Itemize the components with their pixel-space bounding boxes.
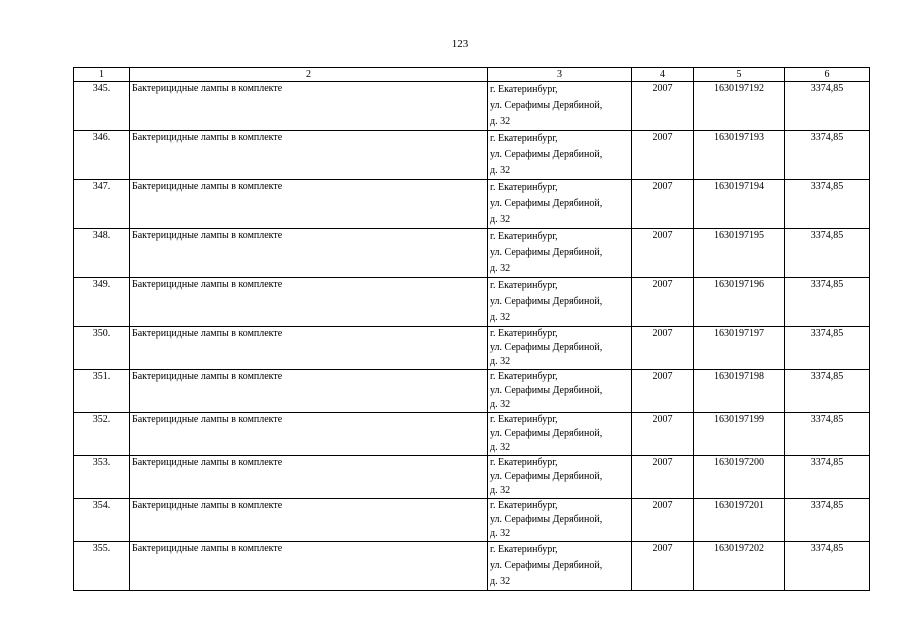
year-cell: 2007 bbox=[632, 229, 694, 278]
row-number-cell: 350. bbox=[74, 327, 130, 370]
address-line: ул. Серафимы Дерябиной, bbox=[490, 385, 603, 396]
row-number-cell: 354. bbox=[74, 499, 130, 542]
item-name-cell: Бактерицидные лампы в комплекте bbox=[130, 499, 488, 542]
item-name-cell: Бактерицидные лампы в комплекте bbox=[130, 456, 488, 499]
table-row bbox=[74, 413, 870, 456]
address-line: г. Екатеринбург, bbox=[490, 500, 558, 511]
address-cell bbox=[488, 327, 632, 370]
inventory-number-cell: 1630197202 bbox=[694, 542, 785, 591]
page-number: 123 bbox=[451, 38, 469, 50]
table-row bbox=[74, 542, 870, 591]
address-line: г. Екатеринбург, bbox=[490, 280, 558, 291]
address-line: г. Екатеринбург, bbox=[490, 544, 558, 555]
item-name-cell: Бактерицидные лампы в комплекте bbox=[130, 370, 488, 413]
price-cell: 3374,85 bbox=[785, 327, 870, 370]
table-row bbox=[74, 278, 870, 327]
address-line: д. 32 bbox=[490, 576, 511, 587]
address-line: ул. Серафимы Дерябиной, bbox=[490, 560, 603, 571]
address-cell bbox=[488, 413, 632, 456]
price-cell: 3374,85 bbox=[785, 413, 870, 456]
row-number-cell: 347. bbox=[74, 180, 130, 229]
price-cell: 3374,85 bbox=[785, 229, 870, 278]
year-cell: 2007 bbox=[632, 542, 694, 591]
row-number-cell: 351. bbox=[74, 370, 130, 413]
inventory-number-cell: 1630197198 bbox=[694, 370, 785, 413]
address-line: ул. Серафимы Дерябиной, bbox=[490, 100, 603, 111]
inventory-table bbox=[73, 67, 870, 591]
year-cell: 2007 bbox=[632, 456, 694, 499]
item-name-cell: Бактерицидные лампы в комплекте bbox=[130, 278, 488, 327]
year-cell: 2007 bbox=[632, 82, 694, 131]
item-name-cell: Бактерицидные лампы в комплекте bbox=[130, 413, 488, 456]
address-cell bbox=[488, 229, 632, 278]
column-header: 6 bbox=[785, 68, 870, 82]
address-line: ул. Серафимы Дерябиной, bbox=[490, 247, 603, 258]
table-row bbox=[74, 82, 870, 131]
year-cell: 2007 bbox=[632, 413, 694, 456]
address-line: ул. Серафимы Дерябиной, bbox=[490, 198, 603, 209]
inventory-number-cell: 1630197200 bbox=[694, 456, 785, 499]
address-line: г. Екатеринбург, bbox=[490, 84, 558, 95]
address-line: г. Екатеринбург, bbox=[490, 182, 558, 193]
table-row bbox=[74, 131, 870, 180]
row-number-cell: 348. bbox=[74, 229, 130, 278]
year-cell: 2007 bbox=[632, 327, 694, 370]
year-cell: 2007 bbox=[632, 370, 694, 413]
inventory-number-cell: 1630197193 bbox=[694, 131, 785, 180]
item-name-cell: Бактерицидные лампы в комплекте bbox=[130, 82, 488, 131]
address-cell bbox=[488, 131, 632, 180]
address-line: д. 32 bbox=[490, 485, 511, 496]
year-cell: 2007 bbox=[632, 180, 694, 229]
item-name-cell: Бактерицидные лампы в комплекте bbox=[130, 542, 488, 591]
row-number-cell: 355. bbox=[74, 542, 130, 591]
table-row bbox=[74, 456, 870, 499]
address-line: д. 32 bbox=[490, 528, 511, 539]
inventory-number-cell: 1630197192 bbox=[694, 82, 785, 131]
price-cell: 3374,85 bbox=[785, 499, 870, 542]
address-cell bbox=[488, 180, 632, 229]
address-line: ул. Серафимы Дерябиной, bbox=[490, 296, 603, 307]
table-row bbox=[74, 180, 870, 229]
address-line: ул. Серафимы Дерябиной, bbox=[490, 514, 603, 525]
inventory-number-cell: 1630197194 bbox=[694, 180, 785, 229]
inventory-number-cell: 1630197196 bbox=[694, 278, 785, 327]
address-line: д. 32 bbox=[490, 356, 511, 367]
item-name-cell: Бактерицидные лампы в комплекте bbox=[130, 229, 488, 278]
address-line: д. 32 bbox=[490, 165, 511, 176]
address-cell bbox=[488, 499, 632, 542]
year-cell: 2007 bbox=[632, 499, 694, 542]
address-line: д. 32 bbox=[490, 116, 511, 127]
address-line: ул. Серафимы Дерябиной, bbox=[490, 471, 603, 482]
inventory-number-cell: 1630197195 bbox=[694, 229, 785, 278]
table-row bbox=[74, 327, 870, 370]
price-cell: 3374,85 bbox=[785, 180, 870, 229]
column-header: 2 bbox=[130, 68, 488, 82]
address-line: г. Екатеринбург, bbox=[490, 231, 558, 242]
price-cell: 3374,85 bbox=[785, 456, 870, 499]
row-number-cell: 352. bbox=[74, 413, 130, 456]
inventory-number-cell: 1630197201 bbox=[694, 499, 785, 542]
item-name-cell: Бактерицидные лампы в комплекте bbox=[130, 131, 488, 180]
price-cell: 3374,85 bbox=[785, 131, 870, 180]
address-line: г. Екатеринбург, bbox=[490, 328, 558, 339]
row-number-cell: 345. bbox=[74, 82, 130, 131]
address-line: д. 32 bbox=[490, 399, 511, 410]
row-number-cell: 349. bbox=[74, 278, 130, 327]
address-cell bbox=[488, 370, 632, 413]
column-header: 4 bbox=[632, 68, 694, 82]
address-line: г. Екатеринбург, bbox=[490, 414, 558, 425]
address-line: г. Екатеринбург, bbox=[490, 457, 558, 468]
table-row bbox=[74, 370, 870, 413]
table-header-row bbox=[74, 68, 870, 82]
address-cell bbox=[488, 278, 632, 327]
inventory-number-cell: 1630197197 bbox=[694, 327, 785, 370]
address-line: ул. Серафимы Дерябиной, bbox=[490, 428, 603, 439]
table-body bbox=[74, 68, 870, 591]
address-line: д. 32 bbox=[490, 442, 511, 453]
column-header: 5 bbox=[694, 68, 785, 82]
year-cell: 2007 bbox=[632, 278, 694, 327]
item-name-cell: Бактерицидные лампы в комплекте bbox=[130, 180, 488, 229]
price-cell: 3374,85 bbox=[785, 542, 870, 591]
address-line: д. 32 bbox=[490, 312, 511, 323]
row-number-cell: 353. bbox=[74, 456, 130, 499]
address-line: г. Екатеринбург, bbox=[490, 371, 558, 382]
address-line: ул. Серафимы Дерябиной, bbox=[490, 149, 603, 160]
year-cell: 2007 bbox=[632, 131, 694, 180]
address-line: ул. Серафимы Дерябиной, bbox=[490, 342, 603, 353]
item-name-cell: Бактерицидные лампы в комплекте bbox=[130, 327, 488, 370]
address-cell bbox=[488, 456, 632, 499]
address-cell bbox=[488, 542, 632, 591]
inventory-number-cell: 1630197199 bbox=[694, 413, 785, 456]
column-header: 3 bbox=[488, 68, 632, 82]
address-line: д. 32 bbox=[490, 214, 511, 225]
price-cell: 3374,85 bbox=[785, 370, 870, 413]
table-row bbox=[74, 229, 870, 278]
price-cell: 3374,85 bbox=[785, 278, 870, 327]
column-header: 1 bbox=[74, 68, 130, 82]
table-row bbox=[74, 499, 870, 542]
row-number-cell: 346. bbox=[74, 131, 130, 180]
address-line: г. Екатеринбург, bbox=[490, 133, 558, 144]
address-line: д. 32 bbox=[490, 263, 511, 274]
price-cell: 3374,85 bbox=[785, 82, 870, 131]
address-cell bbox=[488, 82, 632, 131]
